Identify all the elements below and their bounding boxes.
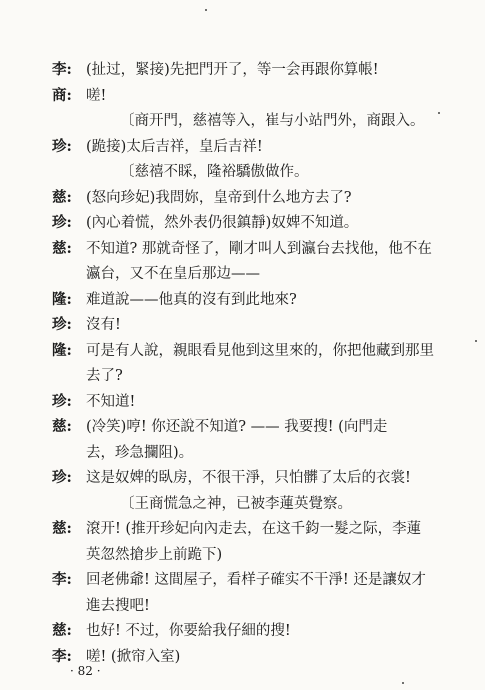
speaker-name: 慈:: [52, 418, 72, 435]
dialogue-text: 沒有!: [86, 317, 121, 333]
speaker-name: 慈:: [52, 622, 72, 639]
dialogue-text: 也好! 不过，你要給我仔細的搜!: [86, 623, 291, 639]
dialogue-text: 不知道!: [86, 394, 136, 410]
dialogue-text: 滾开! (推开珍妃向內走去，在这千鈞一髮之际，李蓮: [86, 521, 422, 537]
speaker-name: 李:: [52, 61, 72, 78]
dialogue-text: 去了?: [86, 368, 123, 384]
dialogue-text: 瀛台，又不在皇后那边——: [86, 266, 260, 282]
dialogue-text: (跪接)太后吉祥，皇后吉祥!: [86, 139, 263, 155]
dialogue-text: 难道說——他真的沒有到此地來?: [86, 292, 297, 308]
dialogue-text: (扯过，緊接)先把門开了，等一会再跟你算帳!: [86, 62, 379, 78]
speaker-name: 珍:: [52, 138, 72, 155]
speaker-name: 慈:: [52, 189, 72, 206]
speaker-name: 珍:: [52, 469, 72, 486]
speaker-name: 慈:: [52, 240, 72, 257]
page-number: · 82 ·: [70, 664, 101, 678]
speck-mark: [475, 340, 477, 342]
speaker-name: 慈:: [52, 520, 72, 537]
dialogue-text: (內心着慌，然外表仍很鎮靜)奴婢不知道。: [86, 215, 359, 231]
speaker-name: 李:: [52, 648, 72, 665]
speaker-name: 隆:: [52, 291, 72, 308]
speaker-name: 珍:: [52, 316, 72, 333]
dialogue-text: 嗟! (掀帘入室): [86, 649, 181, 665]
dialogue-text: 可是有人說，親眼看見他到这里來的，你把他藏到那里: [86, 343, 434, 359]
speck-mark: [402, 682, 404, 684]
dialogue-text: 嗟!: [86, 88, 107, 104]
speaker-name: 商:: [52, 87, 72, 104]
speaker-name: 珍:: [52, 214, 72, 231]
dialogue-text: 不知道? 那就奇怪了，剛才叫人到瀛台去找他，他不在: [86, 241, 432, 257]
dialogue-text: 進去搜吧!: [86, 598, 150, 614]
speaker-name: 隆:: [52, 342, 72, 359]
speaker-name: 李:: [52, 571, 72, 588]
speaker-name: 珍:: [52, 393, 72, 410]
dialogue-text: (怒向珍妃)我問妳，皇帝到什么地方去了?: [86, 190, 352, 206]
stage-direction-text: 〔王商慌急之神，已被李蓮英覺察。: [120, 496, 352, 512]
dialogue-text: 回老佛爺! 这間屋子，看样子確实不干淨! 还是讓奴才: [86, 572, 426, 588]
speck-mark: [205, 9, 207, 11]
dialogue-text: 这是奴婢的臥房，不很干淨，只怕髒了太后的衣裳!: [86, 470, 411, 486]
stage-direction-text: 〔慈禧不睬，隆裕驕傲做作。: [120, 164, 309, 180]
dialogue-text: (冷笑)哼! 你还說不知道? —— 我要搜! (向門走: [86, 419, 388, 435]
dialogue-text: 英忽然搶步上前跪下): [86, 547, 223, 563]
dialogue-text: 去，珍急攔阻)。: [86, 445, 194, 461]
speck-mark: [438, 112, 440, 114]
stage-direction-text: 〔商开門，慈禧等入，崔与小站門外，商跟入。: [120, 113, 425, 129]
